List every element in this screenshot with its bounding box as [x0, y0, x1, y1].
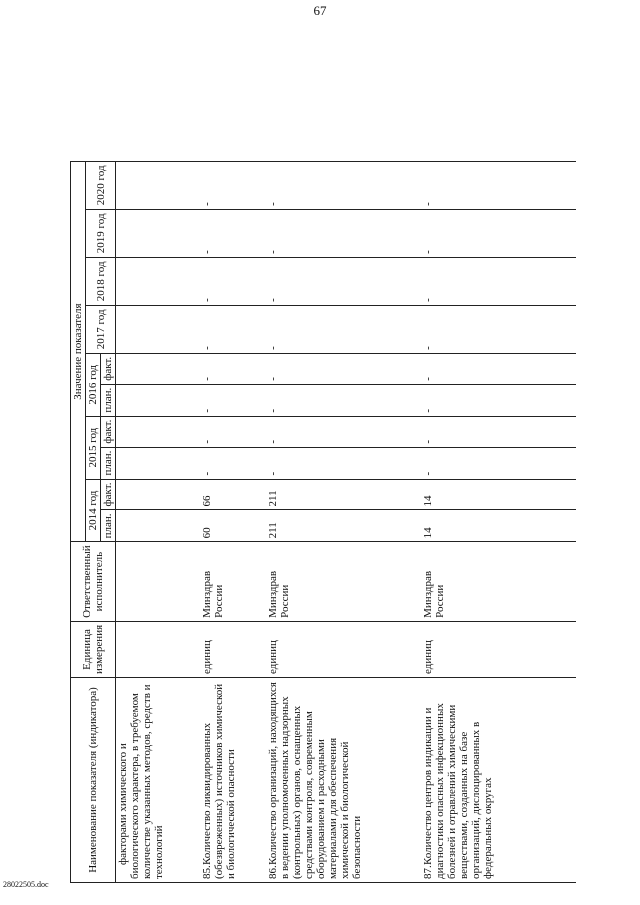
fact-2016-cell: -	[421, 353, 576, 384]
header-unit: Единица измерения	[71, 621, 116, 677]
plan-2014-cell: 211	[266, 510, 421, 542]
header-value-group: Значение показателя	[71, 161, 86, 542]
value-2020-cell: -	[200, 161, 266, 209]
header-2014: 2014 год	[86, 479, 101, 542]
value-2019-cell: -	[200, 209, 266, 257]
table-row	[200, 161, 266, 882]
unit-cell: единиц	[266, 621, 421, 677]
responsible-cell	[116, 542, 200, 621]
indicator-name: 85.Количество ликвидированных (обезвреженных) источников химической и биологической опасности	[200, 678, 266, 883]
row-number: 86.	[266, 865, 279, 879]
value-2019-cell: -	[421, 209, 576, 257]
responsible-cell: Минздрав России	[200, 542, 266, 621]
value-2019-cell: -	[266, 209, 421, 257]
value-2017-cell: -	[421, 305, 576, 353]
fact-2015-cell	[116, 416, 200, 447]
value-2018-cell: -	[266, 257, 421, 305]
row-number: 85.	[200, 865, 213, 879]
header-2016-plan: план.	[101, 384, 116, 416]
fact-2015-cell: -	[266, 416, 421, 447]
document-filename: 28022505.doc	[3, 880, 49, 889]
plan-2015-cell: -	[266, 447, 421, 479]
unit-cell: единиц	[421, 621, 576, 677]
table-row	[421, 161, 576, 882]
plan-2015-cell	[116, 447, 200, 479]
header-2016-fact: факт.	[101, 353, 116, 384]
plan-2015-cell: -	[200, 447, 266, 479]
header-2018: 2018 год	[86, 257, 116, 305]
fact-2016-cell: -	[266, 353, 421, 384]
fact-2015-cell: -	[421, 416, 576, 447]
header-2015-fact: факт.	[101, 416, 116, 447]
header-responsible: Ответственный исполнитель	[71, 542, 116, 621]
plan-2014-cell: 14	[421, 510, 576, 542]
header-2019: 2019 год	[86, 209, 116, 257]
indicators-table	[70, 161, 576, 883]
responsible-cell: Минздрав России	[421, 542, 576, 621]
value-2018-cell: -	[421, 257, 576, 305]
indicator-name: 87.Количество центров индикации и диагностики опасных инфекционных болезней и отравлений химическими веществами, созданных на базе организаций, дислоцированных в федеральных округах	[421, 678, 576, 883]
value-2017-cell: -	[266, 305, 421, 353]
fact-2014-cell	[116, 479, 200, 510]
value-2018-cell	[116, 257, 200, 305]
fact-2016-cell	[116, 353, 200, 384]
unit-cell	[116, 621, 200, 677]
indicator-name: факторами химического и биологического характера, в требуемом количестве указанных методов, средств и технологий	[116, 678, 200, 883]
value-2019-cell	[116, 209, 200, 257]
header-2014-plan: план.	[101, 510, 116, 542]
page-number: 67	[313, 3, 327, 18]
table-row	[266, 161, 421, 882]
header-2017: 2017 год	[86, 305, 116, 353]
header-2015: 2015 год	[86, 416, 101, 479]
responsible-cell: Минздрав России	[266, 542, 421, 621]
plan-2015-cell: -	[421, 447, 576, 479]
fact-2014-cell: 66	[200, 479, 266, 510]
indicator-name: 86.Количество организаций, находящихся в ведении уполномоченных надзорных (контрольных) органов, оснащенных средствами контроля, современным оборудованием и расходными материалами для обеспечения химической и биологической безопасности	[266, 678, 421, 883]
plan-2014-cell: 60	[200, 510, 266, 542]
header-2020: 2020 год	[86, 161, 116, 209]
value-2017-cell: -	[200, 305, 266, 353]
plan-2014-cell	[116, 510, 200, 542]
value-2020-cell	[116, 161, 200, 209]
header-2014-fact: факт.	[101, 479, 116, 510]
plan-2016-cell	[116, 384, 200, 416]
value-2017-cell	[116, 305, 200, 353]
plan-2016-cell: -	[266, 384, 421, 416]
row-number: 87.	[421, 865, 434, 879]
plan-2016-cell: -	[200, 384, 266, 416]
plan-2016-cell: -	[421, 384, 576, 416]
table-row	[116, 161, 200, 882]
value-2018-cell: -	[200, 257, 266, 305]
fact-2014-cell: 211	[266, 479, 421, 510]
fact-2015-cell: -	[200, 416, 266, 447]
value-2020-cell: -	[421, 161, 576, 209]
header-name: Наименование показателя (индикатора)	[71, 678, 116, 883]
fact-2016-cell: -	[200, 353, 266, 384]
unit-cell: единиц	[200, 621, 266, 677]
header-2015-plan: план.	[101, 447, 116, 479]
fact-2014-cell: 14	[421, 479, 576, 510]
value-2020-cell: -	[266, 161, 421, 209]
header-2016: 2016 год	[86, 353, 101, 416]
